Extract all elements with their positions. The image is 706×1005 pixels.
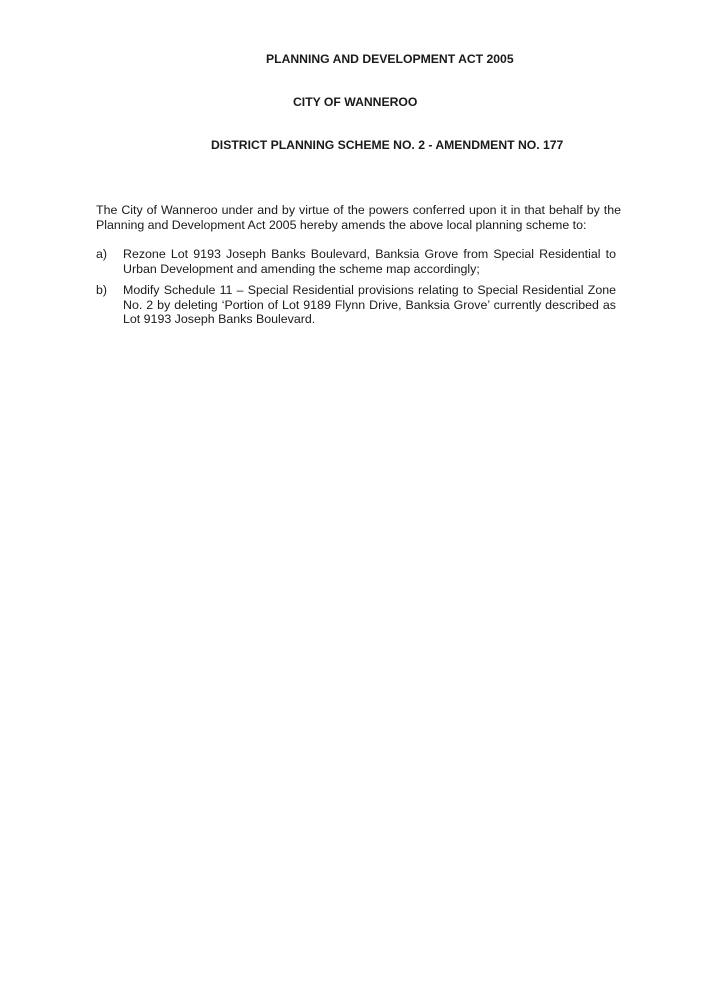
list-item-text: Rezone Lot 9193 Joseph Banks Boulevard, Banksia Grove from Special Residential to Urban Development and amending the scheme map accordingly; (123, 247, 616, 276)
list-item-label: a) (96, 247, 108, 261)
list-item-label: b) (96, 283, 108, 297)
list-item (96, 283, 616, 327)
act-heading: PLANNING AND DEVELOPMENT ACT 2005 (266, 52, 514, 66)
intro-paragraph: The City of Wanneroo under and by virtue of the powers conferred upon it in that behalf by the Planning and Development Act 2005 hereby amends the above local planning scheme to: (96, 203, 621, 232)
list-item (96, 247, 616, 276)
amendment-heading: DISTRICT PLANNING SCHEME NO. 2 - AMENDMENT NO. 177 (211, 138, 564, 152)
city-heading: CITY OF WANNEROO (293, 95, 418, 109)
list-item-text: Modify Schedule 11 – Special Residential provisions relating to Special Residential Zone No. 2 by deleting ‘Portion of Lot 9189 Flynn Drive, Banksia Grove’ currently described as Lot 9193 Joseph Banks Boulevard. (123, 283, 616, 326)
